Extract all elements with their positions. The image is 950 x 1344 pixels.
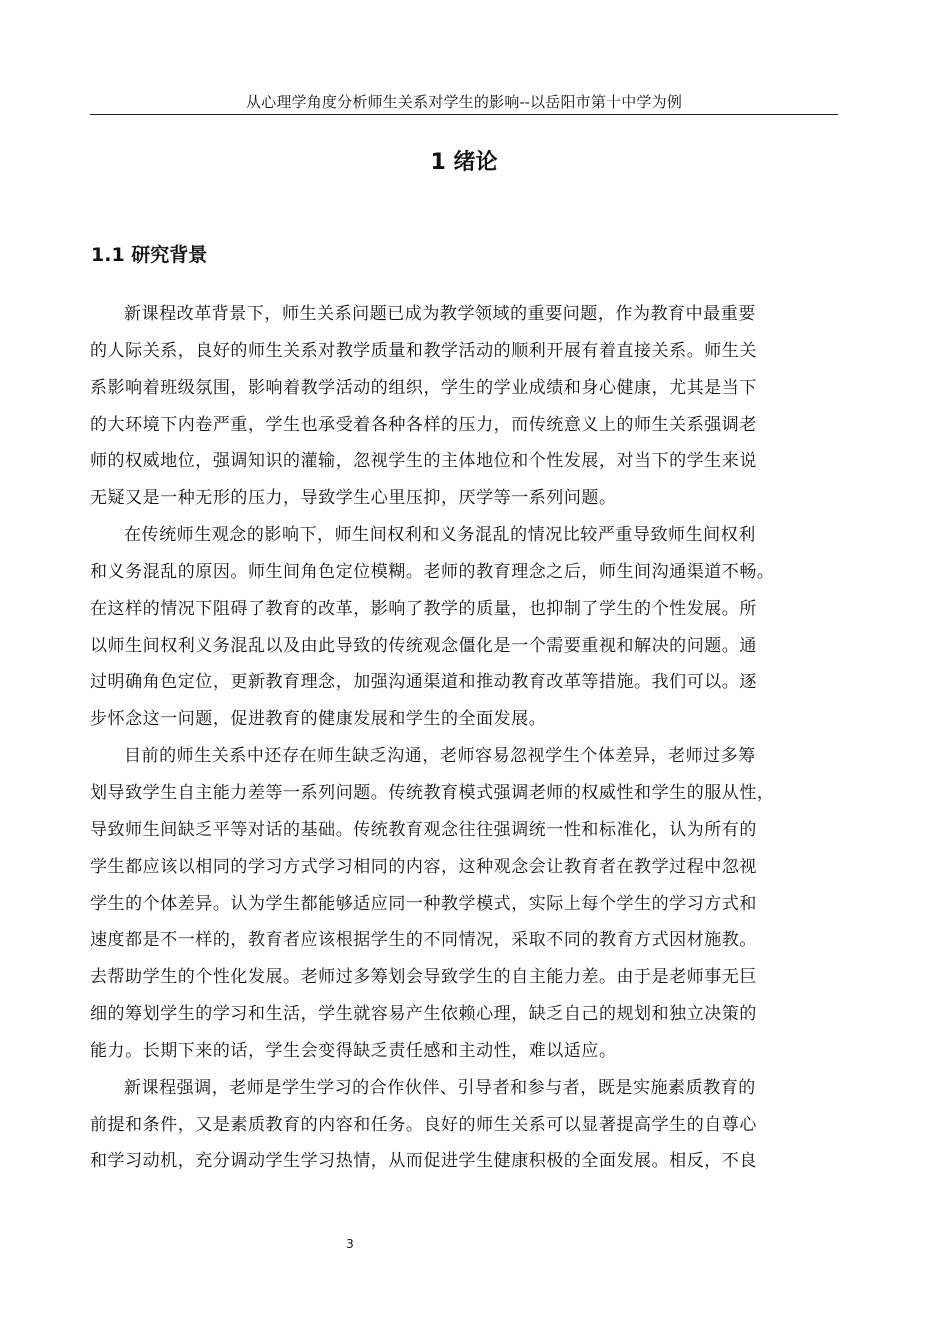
- paragraph-line: 新课程改革背景下，师生关系问题已成为教学领域的重要问题，作为教育中最重要: [124, 304, 756, 324]
- paragraph-line: 速度都是不一样的，教育者应该根据学生的不同情况，采取不同的教育方式因材施教。: [90, 930, 757, 951]
- paragraph-line: 师的权威地位，强调知识的灌输，忽视学生的主体地位和个性发展，对当下的学生来说: [90, 451, 757, 472]
- paragraph-line: 和义务混乱的原因。师生间角色定位模糊。老师的教育理念之后，师生间沟通渠道不畅。: [90, 561, 775, 582]
- section-title: 1.1 研究背景: [91, 244, 208, 266]
- paragraph-line: 学生都应该以相同的学习方式学习相同的内容，这种观念会让教育者在教学过程中忽视: [90, 856, 757, 877]
- paragraph-line: 系影响着班级氛围，影响着教学活动的组织，学生的学业成绩和身心健康，尤其是当下: [90, 377, 757, 398]
- paragraph-line: 学生的个体差异。认为学生都能够适应同一种教学模式，实际上每个学生的学习方式和: [90, 893, 757, 914]
- paragraph-line: 能力。长期下来的话，学生会变得缺乏责任感和主动性，难以适应。: [90, 1040, 617, 1061]
- paragraph-line: 步怀念这一问题，促进教育的健康发展和学生的全面发展。: [90, 709, 547, 730]
- page-number: 3: [346, 1237, 354, 1251]
- chapter-title: 1 绪论: [430, 150, 498, 175]
- body-text: [90, 296, 850, 1180]
- paragraph-line: 划导致学生自主能力差等一系列问题。传统教育模式强调老师的权威性和学生的服从性，: [90, 782, 775, 803]
- paragraph-line: 在这样的情况下阻碍了教育的改革，影响了教学的质量，也抑制了学生的个性发展。所: [90, 598, 757, 619]
- paragraph-line: 细的筹划学生的学习和生活，学生就容易产生依赖心理，缺乏自己的规划和独立决策的: [90, 1004, 757, 1025]
- paragraph-line: 过明确角色定位，更新教育理念，加强沟通渠道和推动教育改革等措施。我们可以。逐: [90, 672, 757, 693]
- paragraph-line: 的人际关系，良好的师生关系对教学质量和教学活动的顺利开展有着直接关系。师生关: [90, 340, 757, 361]
- paragraph-line: 导致师生间缺乏平等对话的基础。传统教育观念往往强调统一性和标准化，认为所有的: [90, 819, 757, 840]
- paragraph-line: 无疑又是一种无形的压力，导致学生心里压抑，厌学等一系列问题。: [90, 488, 617, 509]
- paragraph-line: 在传统师生观念的影响下，师生间权利和义务混乱的情况比较严重导致师生间权利: [124, 525, 756, 546]
- paragraph-line: 目前的师生关系中还存在师生缺乏沟通，老师容易忽视学生个体差异，老师过多筹: [124, 746, 756, 767]
- paragraph-line: 的大环境下内卷严重，学生也承受着各种各样的压力，而传统意义上的师生关系强调老: [90, 414, 757, 435]
- header-rule: [90, 114, 838, 115]
- paragraph-line: 去帮助学生的个性化发展。老师过多筹划会导致学生的自主能力差。由于是老师事无巨: [90, 967, 757, 988]
- paragraph-line: 以师生间权利义务混乱以及由此导致的传统观念僵化是一个需要重视和解决的问题。通: [90, 635, 757, 656]
- paragraph-line: 新课程强调，老师是学生学习的合作伙伴、引导者和参与者，既是实施素质教育的: [124, 1077, 756, 1098]
- paragraph-line: 和学习动机，充分调动学生学习热情，从而促进学生健康积极的全面发展。相反，不良: [90, 1151, 757, 1172]
- running-header: 从心理学角度分析师生关系对学生的影响--以岳阳市第十中学为例: [245, 93, 683, 111]
- paragraph-line: 前提和条件，又是素质教育的内容和任务。良好的师生关系可以显著提高学生的自尊心: [90, 1114, 757, 1135]
